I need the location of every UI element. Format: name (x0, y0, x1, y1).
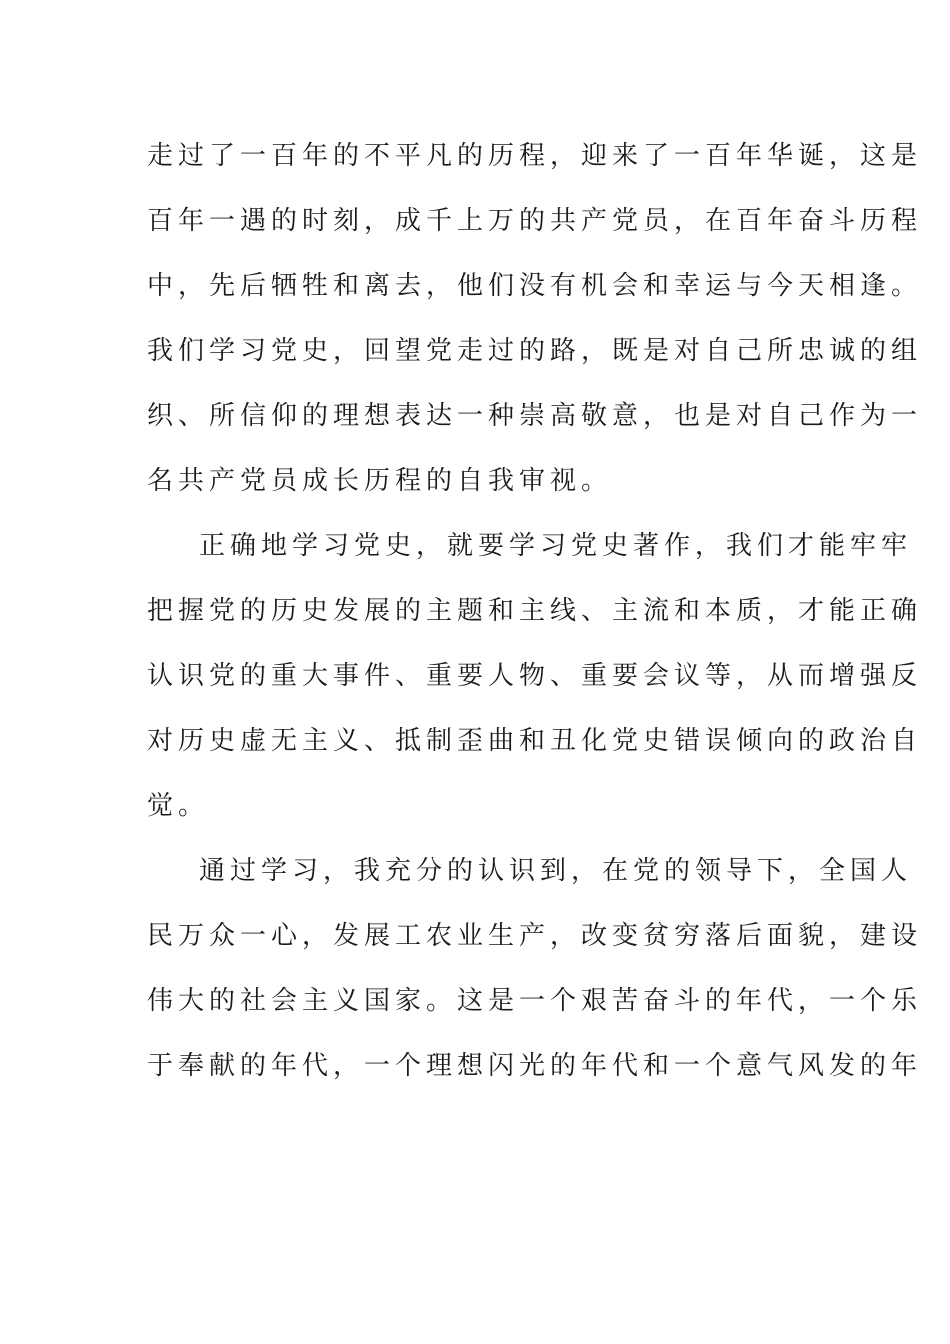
text-line: 伟大的社会主义国家。这是一个艰苦奋斗的年代，一个乐 (147, 986, 923, 1016)
text-line: 把握党的历史发展的主题和主线、主流和本质，才能正确 (147, 596, 923, 626)
text-line: 对历史虚无主义、抵制歪曲和丑化党史错误倾向的政治自 (147, 726, 923, 756)
text-line: 百年一遇的时刻，成千上万的共产党员，在百年奋斗历程 (147, 206, 923, 236)
text-line: 走过了一百年的不平凡的历程，迎来了一百年华诞，这是 (147, 141, 923, 171)
text-line: 我们学习党史，回望党走过的路，既是对自己所忠诚的组 (147, 336, 923, 366)
text-line: 民万众一心，发展工农业生产，改变贫穷落后面貌，建设 (147, 921, 923, 951)
text-line: 名共产党员成长历程的自我审视。 (147, 466, 613, 496)
text-line: 觉。 (147, 791, 210, 821)
text-line: 织、所信仰的理想表达一种崇高敬意，也是对自己作为一 (147, 401, 923, 431)
text-line: 中，先后牺牲和离去，他们没有机会和幸运与今天相逢。 (147, 271, 923, 301)
text-line: 认识党的重大事件、重要人物、重要会议等，从而增强反 (147, 661, 923, 691)
document-body (147, 124, 923, 1099)
text-line: 正确地学习党史，就要学习党史著作，我们才能牢牢 (199, 531, 913, 561)
text-line: 通过学习，我充分的认识到，在党的领导下，全国人 (199, 856, 913, 886)
text-line: 于奉献的年代，一个理想闪光的年代和一个意气风发的年 (147, 1051, 923, 1081)
